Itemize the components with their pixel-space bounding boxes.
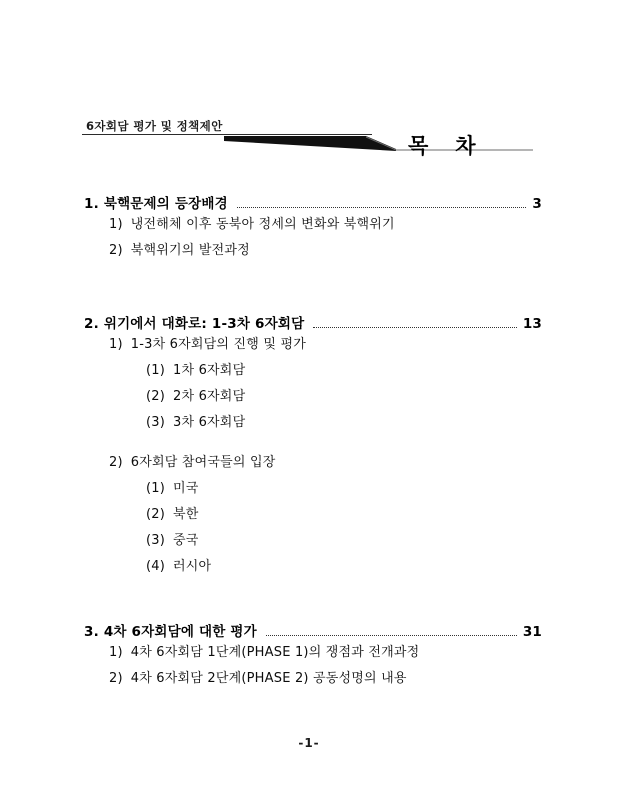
toc-entry-subsubsection[interactable]: [0, 410, 618, 436]
page-title-second-char: 차: [455, 134, 477, 158]
toc-entry-label: 4차 6자회담 1단계(PHASE 1)의 쟁점과 전개과정: [130, 645, 420, 660]
toc-entry-page: 3: [532, 196, 542, 212]
toc-entry-label: 2차 6자회담: [173, 389, 246, 404]
toc-entry-subsubsection[interactable]: [0, 528, 618, 554]
group-spacer: [0, 436, 618, 450]
toc-entry-subsubsection[interactable]: [0, 502, 618, 528]
toc-entry-subsection[interactable]: [0, 332, 618, 358]
page-title-first-char: 목: [408, 134, 430, 158]
toc-entry-label: 1. 북핵문제의 등장배경: [84, 196, 228, 212]
page-number: -1-: [298, 736, 320, 750]
toc-entry-page: 31: [522, 624, 542, 640]
toc-entry-label: 1-3차 6자회담의 진행 및 평가: [130, 337, 306, 352]
toc-entry-marker: (3): [146, 533, 166, 548]
toc-entry-subsection[interactable]: [0, 450, 618, 476]
toc-entry-subsection[interactable]: [0, 212, 618, 238]
leader-dots: [266, 634, 517, 636]
toc-entry-marker: (2): [146, 507, 166, 522]
toc-entry-label: 3차 6자회담: [173, 415, 246, 430]
toc-entry-marker: 1): [109, 337, 123, 352]
toc-entry-marker: 2): [109, 455, 123, 470]
toc-entry-label: 중국: [173, 533, 199, 548]
toc-entry-marker: 2): [109, 243, 123, 258]
toc-entry-subsection[interactable]: [0, 666, 618, 692]
toc-entry-marker: 1): [109, 217, 123, 232]
leader-dots: [313, 326, 516, 328]
toc-entry-marker: (1): [146, 363, 166, 378]
toc-entry-section[interactable]: [0, 614, 618, 640]
toc-entry-label: 4차 6자회담 2단계(PHASE 2) 공동성명의 내용: [130, 671, 407, 686]
toc-entry-section[interactable]: [0, 306, 618, 332]
toc-entry-label: 북한: [173, 507, 199, 522]
toc-entry-page: 13: [522, 316, 542, 332]
toc-entry-marker: (1): [146, 481, 166, 496]
toc-entry-label: 미국: [173, 481, 199, 496]
header-thick-bar: [224, 136, 396, 151]
toc-entry-label: 3. 4차 6자회담에 대한 평가: [84, 624, 257, 640]
running-title: 6자회담 평가 및 정책제안: [86, 119, 223, 133]
toc-entry-subsubsection[interactable]: [0, 476, 618, 502]
toc-entry-subsection[interactable]: [0, 238, 618, 264]
toc-entry-marker: (4): [146, 559, 166, 574]
section-spacer: [0, 580, 618, 614]
toc-entry-subsubsection[interactable]: [0, 384, 618, 410]
toc-entry-marker: 1): [109, 645, 123, 660]
page-title: [408, 130, 477, 160]
toc-entry-marker: (3): [146, 415, 166, 430]
toc-entry-section[interactable]: [0, 186, 618, 212]
toc-entry-subsubsection[interactable]: [0, 358, 618, 384]
toc-entry-label: 냉전해체 이후 동북아 정세의 변화와 북핵위기: [130, 217, 395, 232]
toc-entry-subsubsection[interactable]: [0, 554, 618, 580]
page-header: [0, 118, 618, 160]
toc-entry-subsection[interactable]: [0, 640, 618, 666]
section-spacer: [0, 264, 618, 306]
header-banner-shape: [0, 118, 618, 160]
toc-entry-label: 2. 위기에서 대화로: 1-3차 6자회담: [84, 316, 305, 332]
toc-entry-label: 1차 6자회담: [173, 363, 246, 378]
toc-entry-label: 러시아: [173, 559, 212, 574]
table-of-contents: [0, 186, 618, 692]
page-footer: [0, 736, 618, 750]
toc-entry-label: 북핵위기의 발전과정: [130, 243, 250, 258]
leader-dots: [237, 206, 527, 208]
toc-entry-marker: (2): [146, 389, 166, 404]
toc-entry-label: 6자회담 참여국들의 입장: [130, 455, 276, 470]
toc-entry-marker: 2): [109, 671, 123, 686]
